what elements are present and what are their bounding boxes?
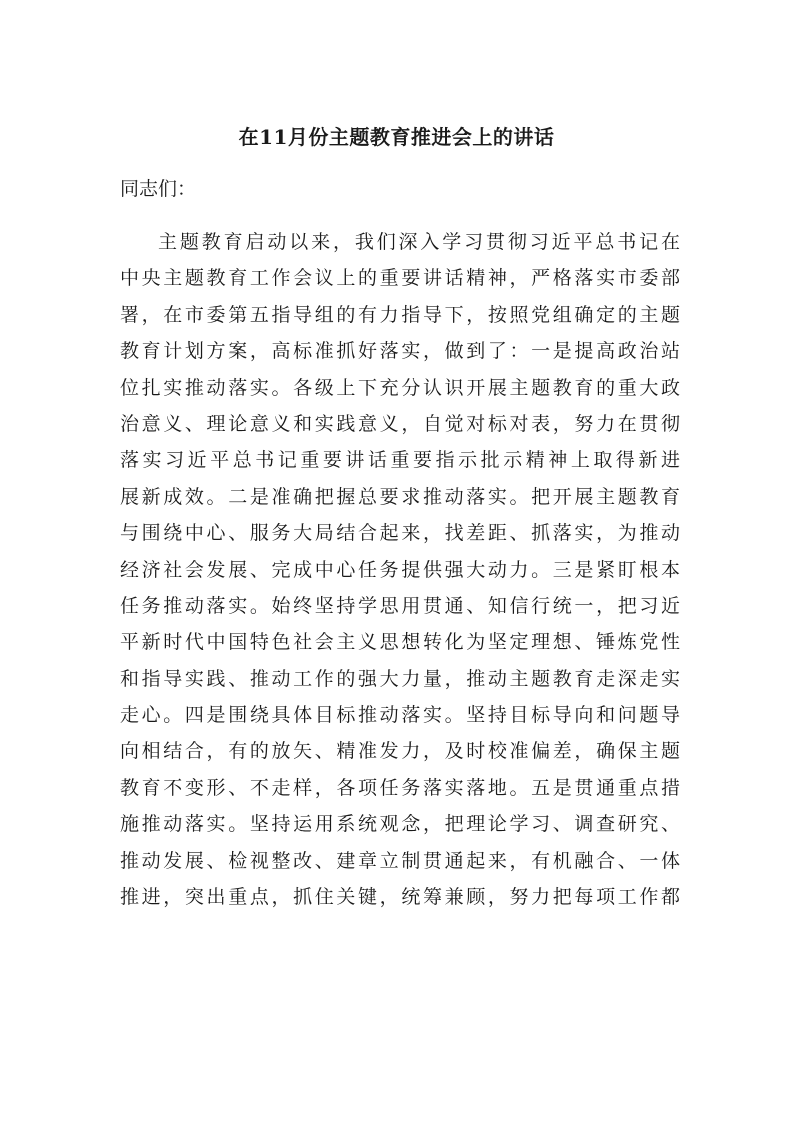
body-line: 治意义、理论意义和实践意义，自觉对标对表，努力在贯彻 <box>120 412 680 435</box>
body-line: 推进，突出重点，抓住关键，统筹兼顾，努力把每项工作都 <box>120 886 680 909</box>
document-title: 在11月份主题教育推进会上的讲话 <box>238 125 555 149</box>
body-line: 平新时代中国特色社会主义思想转化为坚定理想、锤炼党性 <box>120 631 680 654</box>
body-line: 中央主题教育工作会议上的重要讲话精神，严格落实市委部 <box>120 267 680 290</box>
salutation: 同志们： <box>120 178 197 200</box>
body-line: 署，在市委第五指导组的有力指导下，按照党组确定的主题 <box>120 303 680 326</box>
body-line: 落实习近平总书记重要讲话重要指示批示精神上取得新进 <box>120 449 680 472</box>
body-line: 和指导实践、推动工作的强大力量，推动主题教育走深走实 <box>120 667 680 690</box>
body-line: 任务推动落实。始终坚持学思用贯通、知信行统一，把习近 <box>120 594 680 617</box>
body-line: 教育计划方案，高标准抓好落实，做到了：一是提高政治站 <box>120 340 680 363</box>
body-line: 教育不变形、不走样，各项任务落实落地。五是贯通重点措 <box>120 776 680 799</box>
body-line: 走心。四是围绕具体目标推动落实。坚持目标导向和问题导 <box>120 704 680 727</box>
body-line: 经济社会发展、完成中心任务提供强大动力。三是紧盯根本 <box>120 558 680 581</box>
body-line: 位扎实推动落实。各级上下充分认识开展主题教育的重大政 <box>120 376 680 399</box>
body-paragraph <box>120 228 680 919</box>
body-line: 推动发展、检视整改、建章立制贯通起来，有机融合、一体 <box>120 849 680 872</box>
body-line: 展新成效。二是准确把握总要求推动落实。把开展主题教育 <box>120 485 680 508</box>
body-line: 主题教育启动以来，我们深入学习贯彻习近平总书记在 <box>158 231 680 253</box>
body-line: 施推动落实。坚持运用系统观念，把理论学习、调查研究、 <box>120 813 680 836</box>
body-line: 与围绕中心、服务大局结合起来，找差距、抓落实，为推动 <box>120 522 680 545</box>
body-line: 向相结合，有的放矢、精准发力，及时校准偏差，确保主题 <box>120 740 680 763</box>
